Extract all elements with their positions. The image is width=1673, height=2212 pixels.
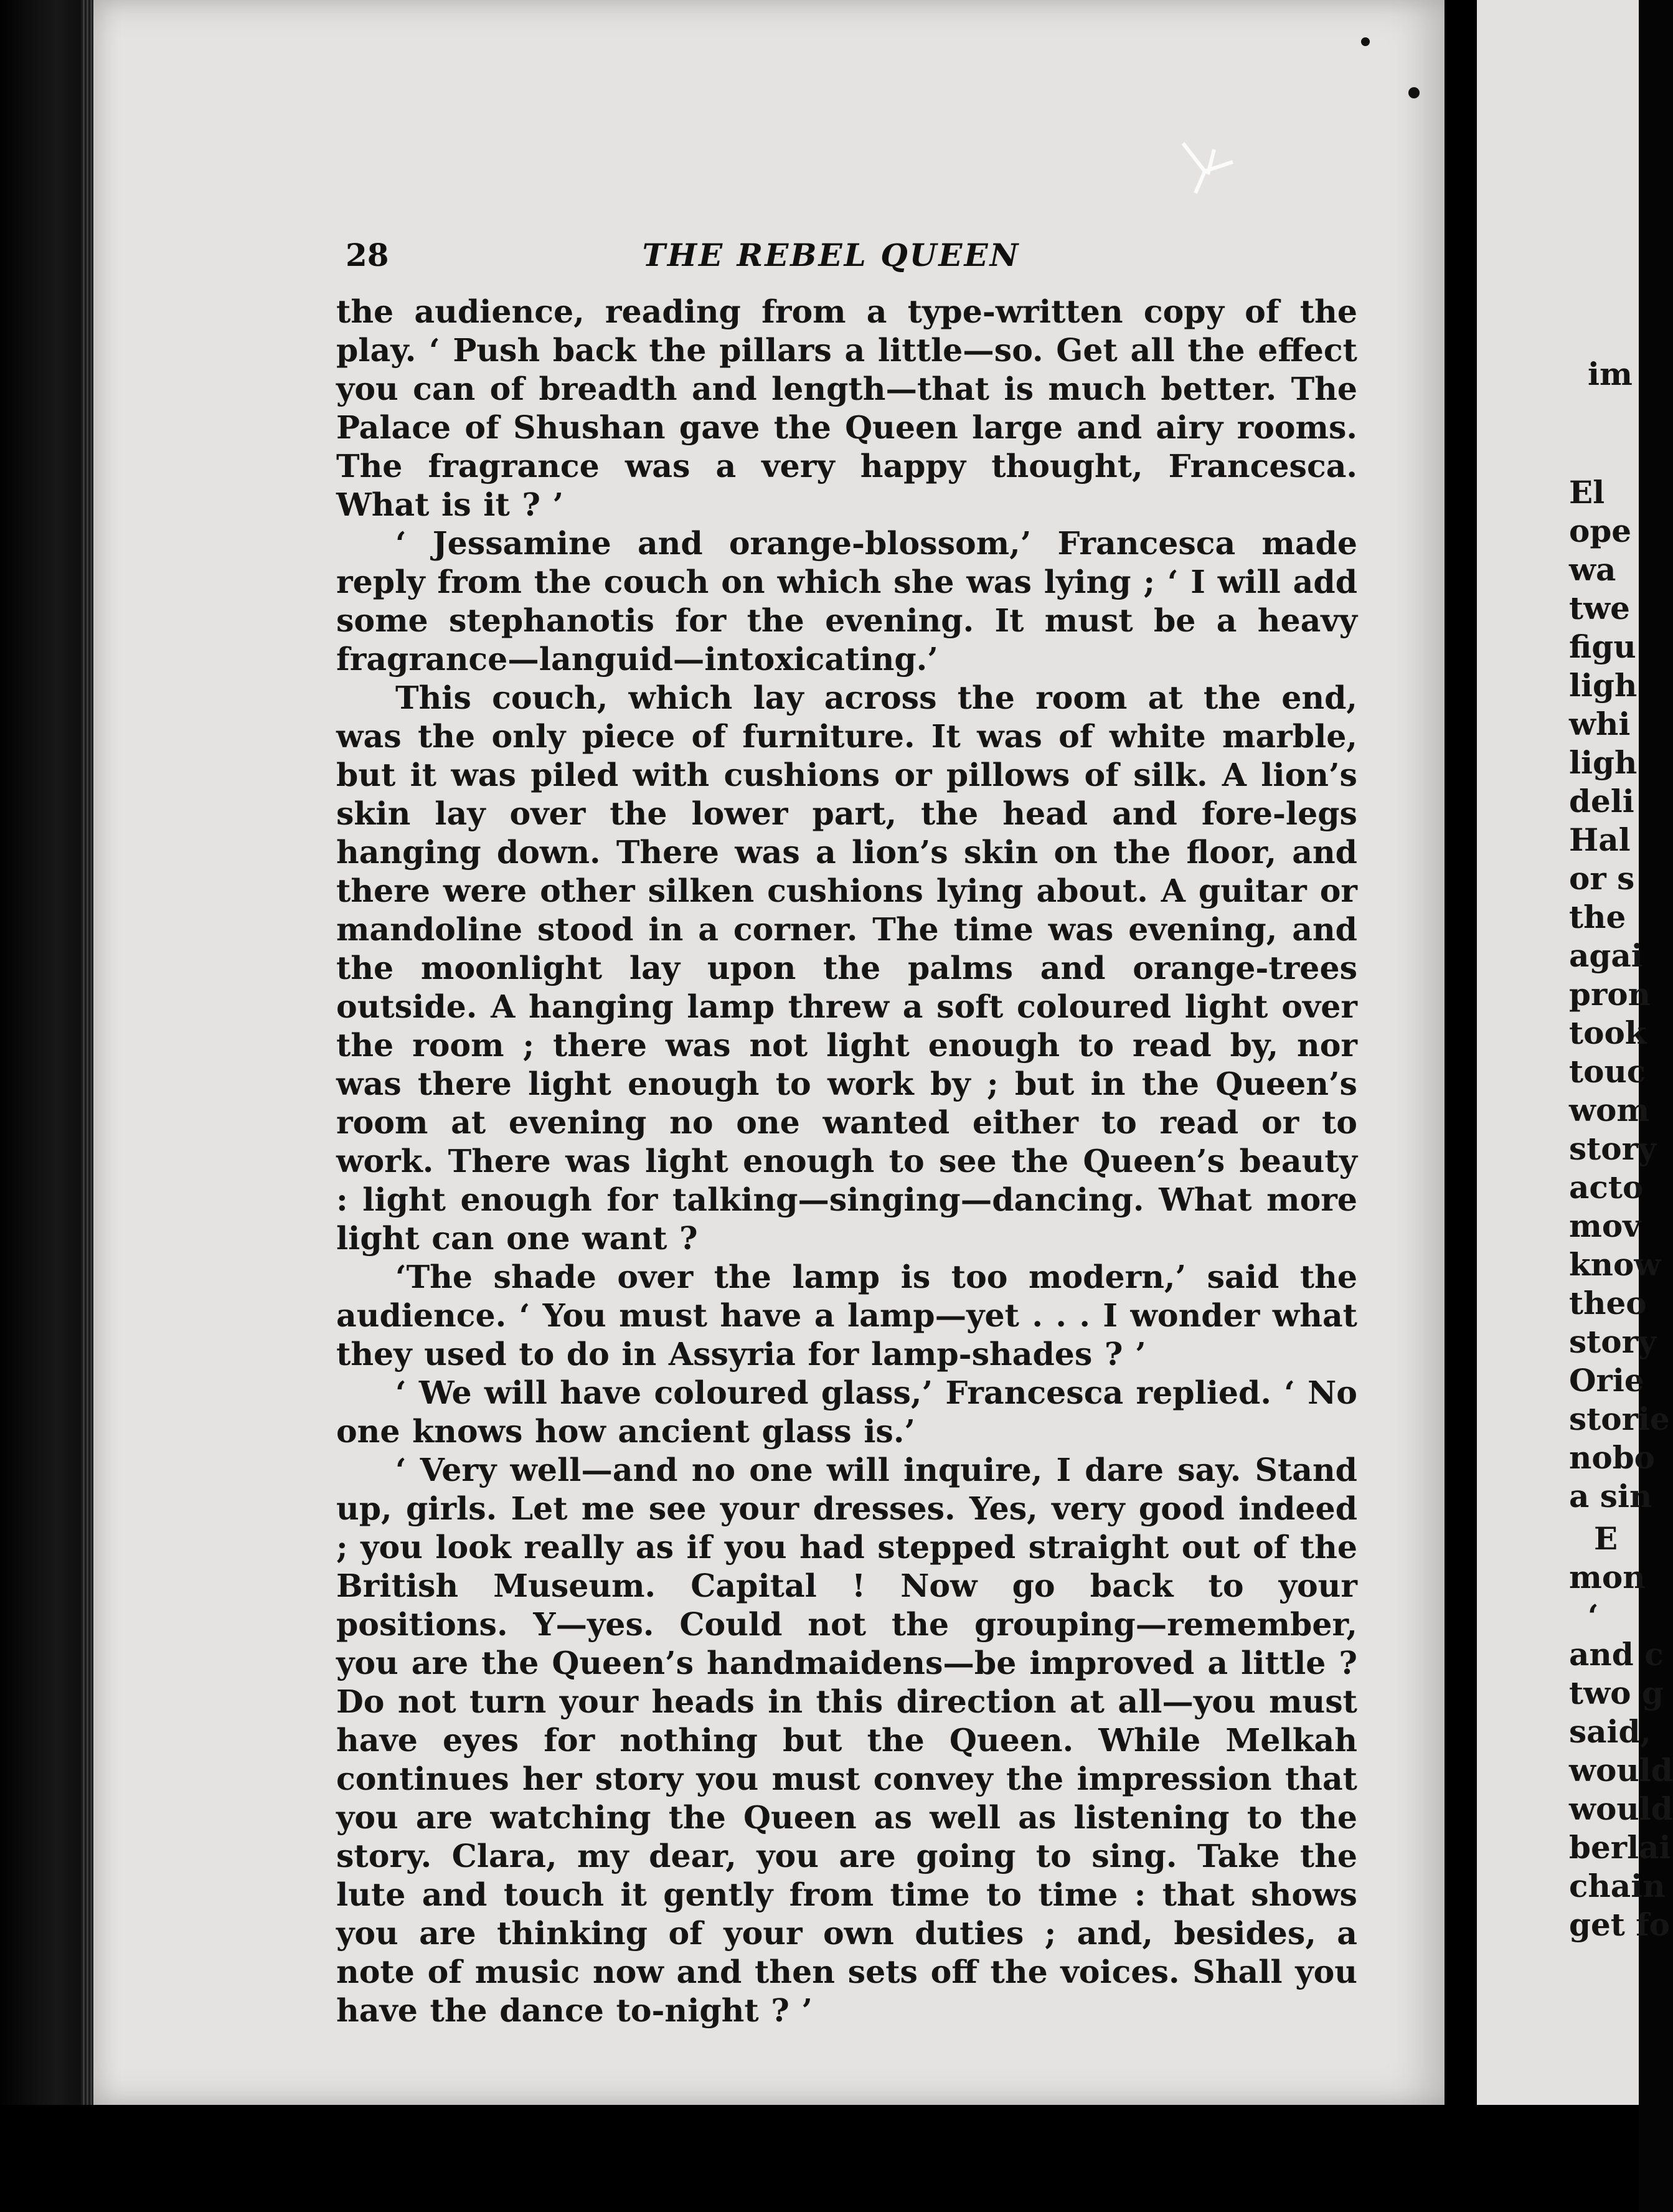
paragraph: ‘ Jessamine and orange-blossom,’ Francesca made reply from the couch on which she was lying ; ‘ I will add some stephanotis for the evening. It must be a heavy fragrance—languid—intoxicating.’ bbox=[336, 525, 1357, 678]
facing-line-fragment: Hal bbox=[1569, 821, 1631, 858]
paragraph: ‘The shade over the lamp is too modern,’ said the audience. ‘ You must have a lamp—yet . . . I wonder what they used to do in Assyria for lamp-shades ? ’ bbox=[336, 1259, 1357, 1373]
paragraph: the audience, reading from a type-written copy of the play. ‘ Push back the pillars a little—so. Get all the effect you can of breadth and length—that is much better. The Palace of Shushan gave the Queen large and airy rooms. The fragrance was a very happy thought, Francesca. What is it ? ’ bbox=[336, 293, 1357, 523]
facing-line-fragment: El bbox=[1569, 474, 1605, 511]
facing-line-fragment: ‘ bbox=[1588, 1597, 1599, 1634]
paragraph: ‘ We will have coloured glass,’ Francesca replied. ‘ No one knows how ancient glass is.’ bbox=[336, 1374, 1357, 1450]
book-spine bbox=[1444, 0, 1477, 2212]
facing-line-fragment: or s bbox=[1569, 860, 1635, 897]
facing-line-fragment: E bbox=[1594, 1520, 1618, 1557]
facing-line-fragment: know bbox=[1569, 1246, 1661, 1283]
facing-line-fragment: deli bbox=[1569, 783, 1634, 820]
page-edges bbox=[81, 0, 95, 2111]
facing-line-fragment: pron bbox=[1569, 976, 1651, 1013]
running-title: THE REBEL QUEEN bbox=[642, 237, 1020, 273]
scan-border-bottom bbox=[0, 2105, 1639, 2212]
facing-line-fragment: mov bbox=[1569, 1208, 1641, 1244]
paragraph: ‘ Very well—and no one will inquire, I dare say. Stand up, girls. Let me see your dresses. Yes, very good indeed ; you look really as if you had stepped straight out of the British Museum. Capital ! Now go back to your positions. Y—yes. Could not the grouping—remember, you are the Queen’s handmaidens—be improved a little ? Do not turn your heads in this direction at all—you must have eyes for nothing but the Queen. While Melkah continues her story you must convey the impression that you are watching the Queen as well as listening to the story. Clara, my dear, you are going to sing. Take the lute and touch it gently from time to time : that shows you are thinking of your own duties ; and, besides, a note of music now and then sets off the voices. Shall you have the dance to-night ? ’ bbox=[336, 1452, 1357, 2029]
facing-line-fragment: get fo bbox=[1569, 1906, 1671, 1943]
facing-line-fragment: agai bbox=[1569, 937, 1643, 974]
facing-line-fragment: wa bbox=[1569, 551, 1616, 588]
facing-line-fragment: touc bbox=[1569, 1053, 1646, 1090]
facing-line-fragment: ligh bbox=[1569, 744, 1638, 781]
facing-line-fragment: Orie bbox=[1569, 1362, 1644, 1399]
facing-line-fragment: acto bbox=[1569, 1169, 1644, 1206]
facing-line-fragment: ligh bbox=[1569, 667, 1638, 704]
facing-line-fragment: took bbox=[1569, 1014, 1647, 1051]
page-body bbox=[336, 293, 1357, 2030]
scratch-mark bbox=[1177, 137, 1245, 199]
facing-line-fragment: im bbox=[1588, 356, 1633, 392]
facing-line-fragment: figu bbox=[1569, 628, 1636, 665]
facing-line-fragment: wom bbox=[1569, 1092, 1650, 1128]
facing-line-fragment: nobo bbox=[1569, 1439, 1656, 1476]
facing-line-fragment: would bbox=[1569, 1790, 1673, 1827]
facing-line-fragment: ope bbox=[1569, 513, 1632, 549]
facing-line-fragment: story bbox=[1569, 1130, 1656, 1167]
facing-line-fragment: two g bbox=[1569, 1675, 1664, 1711]
facing-line-fragment: a sin bbox=[1569, 1478, 1652, 1515]
facing-line-fragment: and c bbox=[1569, 1636, 1664, 1673]
facing-line-fragment: twe bbox=[1569, 590, 1630, 626]
paragraph: This couch, which lay across the room at the end, was the only piece of furniture. It was of white marble, but it was piled with cushions or pillows of silk. A lion’s skin lay over the lower part, the head and fore-legs hanging down. There was a lion’s skin on the floor, and there were other silken cushions lying about. A guitar or mandoline stood in a corner. The time was evening, and the moonlight lay upon the palms and orange-trees outside. A hanging lamp threw a soft coloured light over the room ; there was not light enough to read by, nor was there light enough to work by ; but in the Queen’s room at evening no one wanted either to read or to work. There was light enough to see the Queen’s beauty : light enough for talking—singing—dancing. What more light can one want ? bbox=[336, 679, 1357, 1257]
facing-line-fragment: would bbox=[1569, 1752, 1673, 1789]
facing-line-fragment: mon bbox=[1569, 1559, 1646, 1595]
facing-line-fragment: chain bbox=[1569, 1868, 1666, 1904]
page-number: 28 bbox=[346, 237, 389, 273]
facing-line-fragment: whi bbox=[1569, 706, 1631, 742]
book-binding-left bbox=[0, 0, 93, 2212]
facing-line-fragment: the bbox=[1569, 899, 1626, 935]
facing-line-fragment: berlai bbox=[1569, 1829, 1671, 1866]
facing-line-fragment: storie bbox=[1569, 1401, 1670, 1437]
facing-line-fragment: theo bbox=[1569, 1285, 1647, 1321]
facing-line-fragment: said, bbox=[1569, 1713, 1651, 1750]
facing-line-fragment: story bbox=[1569, 1323, 1656, 1360]
running-head bbox=[346, 224, 1317, 293]
ink-speck bbox=[1361, 37, 1370, 46]
ink-speck bbox=[1408, 87, 1420, 98]
